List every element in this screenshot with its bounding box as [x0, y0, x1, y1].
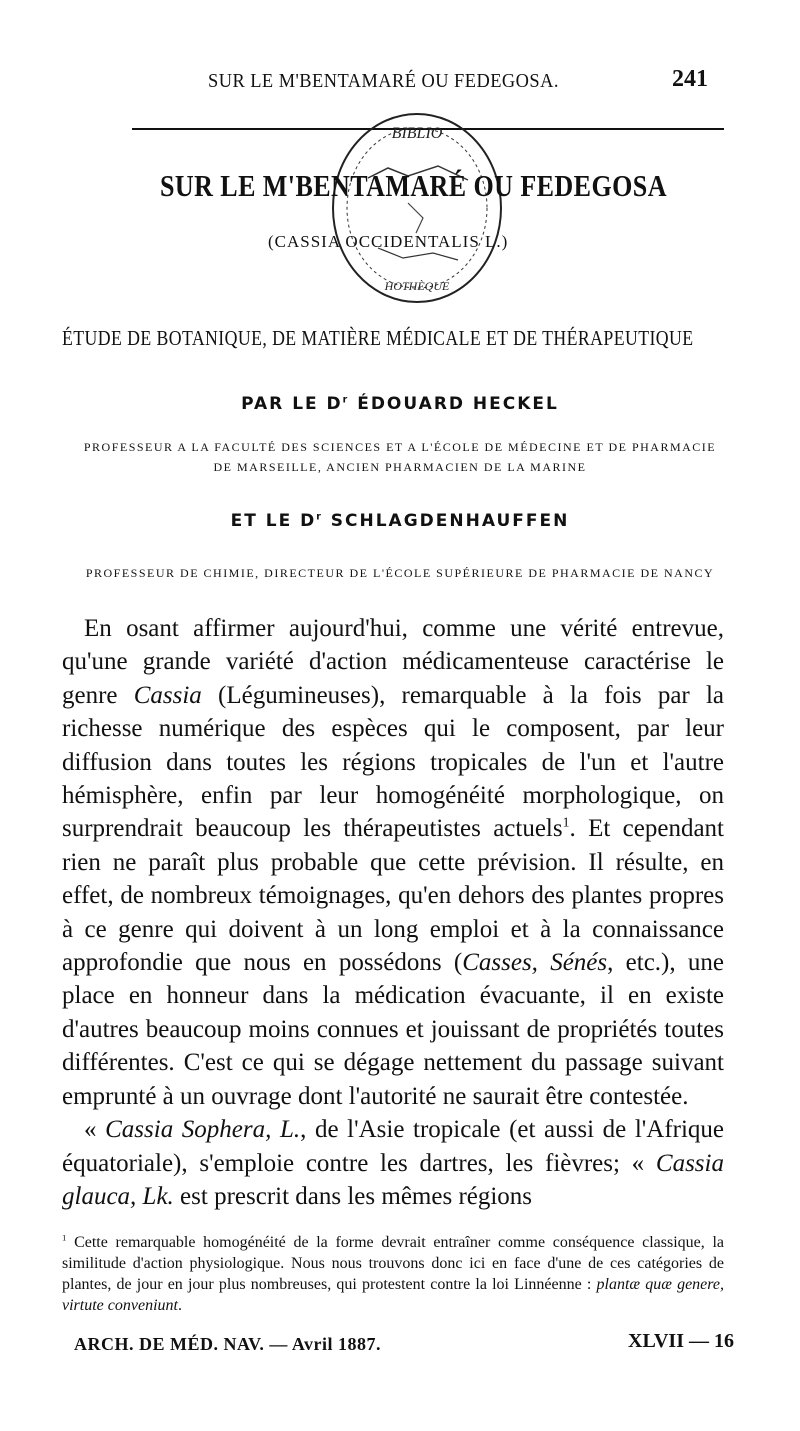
taxon-name: Casses, Sénés	[462, 949, 608, 977]
text-run: , de l'Asie tropicale (et aussi de l'Afrique équatoriale), s'emploie contre les dartres, les fièvres; «	[62, 1116, 725, 1177]
stamp-top-text: BIBLIO	[391, 125, 443, 142]
article-body	[62, 612, 724, 1213]
page-footer	[74, 1330, 734, 1360]
running-title: SUR LE M'BENTAMARÉ OU FEDEGOSA.	[208, 70, 559, 92]
body-paragraph-2	[62, 1113, 724, 1213]
text-run: est prescrit dans les mêmes régions	[173, 1182, 533, 1210]
page-number: 241	[672, 66, 708, 92]
text-run: En osant affirmer aujourd'hui, comme une vérité entrevue, qu'une grande variété d'action médicamenteuse caractérise le genre	[62, 615, 724, 709]
author-1-sup: r	[342, 394, 350, 406]
taxon-name: Cassia Sophera, L.	[105, 1116, 301, 1144]
author-1-affiliation-line-2: DE MARSEILLE, ANCIEN PHARMACIEN DE LA MARINE	[213, 460, 587, 474]
footnote-text: Cette remarquable homogénéité de la forme devrait entraîner comme conséquence classique, la similitude d'action physiologique. Nous nous trouvons donc ici en face d'une de ces catégories de plantes, de jour en jour plus nombreuses, qui protestent contre la loi Linnéenne :	[62, 1234, 724, 1293]
body-paragraph-1	[62, 612, 724, 1113]
taxon-name: Cassia	[133, 681, 202, 709]
text-run: . Et cependant rien ne paraît plus probable que cette prévision. Il résulte, en effet, de nombreux témoignages, qu'en dehors des plantes propres à ce genre qui doivent à un long emploi et à la connaissance approfondie que nous en possédons (	[62, 815, 724, 977]
footnote	[62, 1232, 724, 1316]
text-run: «	[84, 1116, 106, 1144]
footnote-text-end: .	[177, 1297, 182, 1314]
author-1	[0, 394, 800, 414]
study-line: ÉTUDE DE BOTANIQUE, DE MATIÈRE MÉDICALE ET DE THÉRAPEUTIQUE	[62, 326, 694, 350]
author-2-affiliation: PROFESSEUR DE CHIMIE, DIRECTEUR DE L'ÉCOLE SUPÉRIEURE DE PHARMACIE DE NANCY	[85, 566, 715, 580]
running-head	[0, 66, 800, 98]
author-2-prefix: ET LE D	[230, 511, 317, 531]
article-subtitle: (CASSIA OCCIDENTALIS L.)	[268, 232, 509, 251]
article-title: SUR LE M'BENTAMARÉ OU FEDEGOSA	[160, 168, 667, 203]
footnote-latin: plantæ quæ genere, virtute conveniunt	[62, 1276, 725, 1314]
taxon-name: Cassia glauca, Lk.	[62, 1149, 724, 1210]
footnote-ref: 1	[562, 815, 570, 831]
footer-signature: XLVII — 16	[628, 1330, 734, 1352]
author-2-name: SCHLAGDENHAUFFEN	[322, 511, 570, 531]
stamp-bottom-text: HOTHÈQUE	[384, 279, 450, 293]
author-1-prefix: PAR LE D	[241, 394, 343, 414]
author-2-sup: r	[316, 511, 323, 523]
footer-journal: ARCH. DE MÉD. NAV. — Avril 1887.	[74, 1334, 382, 1354]
footnote-marker: 1	[62, 1232, 67, 1243]
library-stamp	[328, 108, 506, 308]
author-1-affiliation-line-1: PROFESSEUR A LA FACULTÉ DES SCIENCES ET A L'ÉCOLE DE MÉDECINE ET DE PHARMACIE	[83, 440, 717, 454]
author-1-name: ÉDOUARD HECKEL	[349, 394, 559, 414]
text-run: (Légumineuses), remarquable à la fois par la richesse numérique des espèces qui le composent, par leur diffusion dans toutes les régions tropicales de l'un et l'autre hémisphère, enfin par leur homogénéité morphologique, on surprendrait beaucoup les thérapeutistes actuels	[62, 681, 724, 843]
author-2	[0, 511, 800, 531]
text-run: , etc.), une place en honneur dans la médication évacuante, il en existe d'autres beaucoup moins connues et jouissant de propriétés toutes différentes. C'est ce qui se dégage nettement du passage suivant emprunté à un ouvrage dont l'autorité ne saurait être contestée.	[62, 949, 725, 1110]
